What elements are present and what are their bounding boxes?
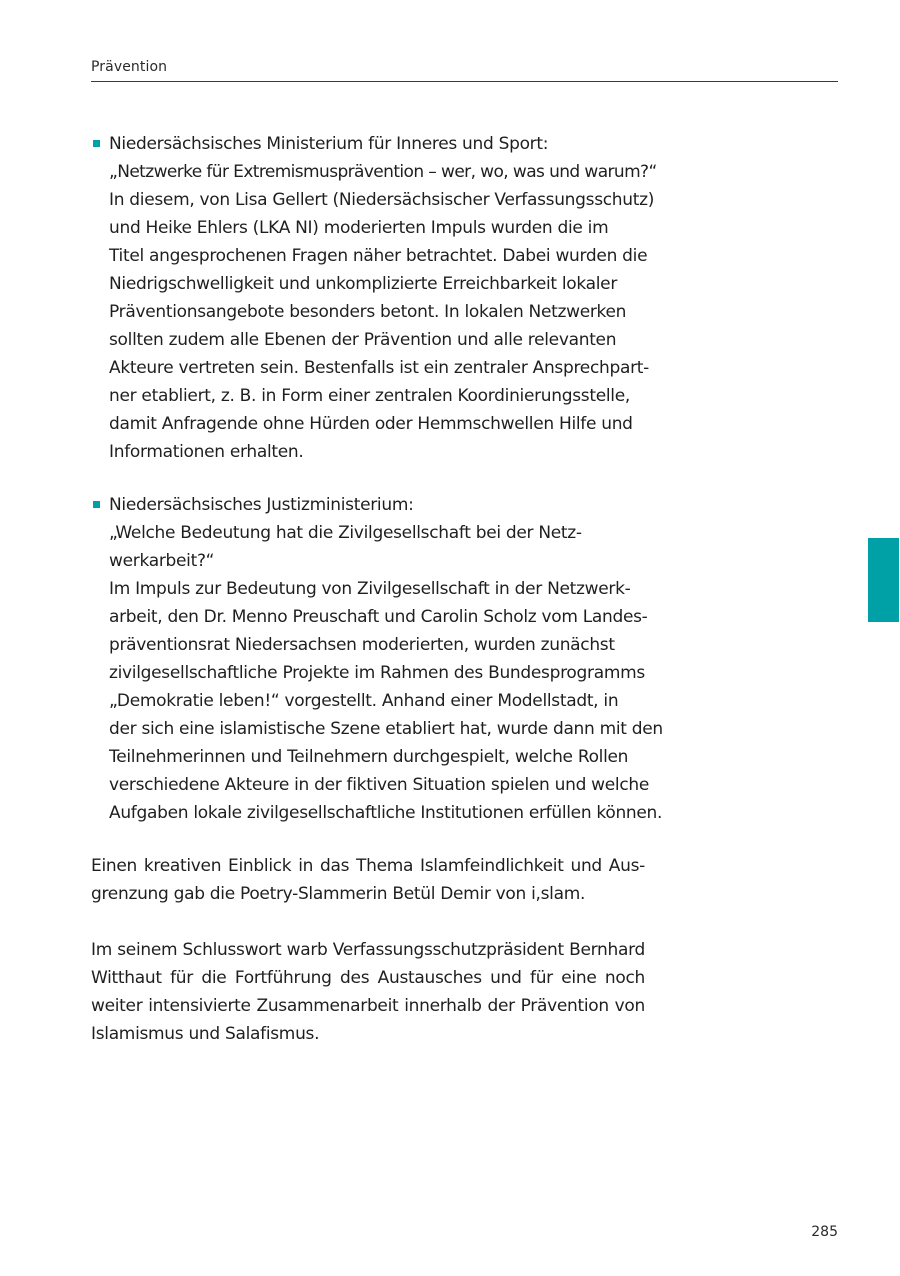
text-line: Islamismus und Salafismus. [91,1024,320,1044]
text-line: Akteure vertreten sein. Bestenfalls ist ein zentraler Ansprechpart- [109,358,649,378]
text-line: Aufgaben lokale zivilgesellschaftliche Institutionen erfüllen können. [109,803,663,823]
text-line: weiter intensivierte Zusammenarbeit innerhalb der Prävention von [91,996,645,1016]
text-line: präventionsrat Niedersachsen moderierten, wurden zunächst [109,635,615,655]
text-line: grenzung gab die Poetry-Slammerin Betül Demir von i,slam. [91,884,586,904]
text-line: ner etabliert, z. B. in Form einer zentralen Koordinierungsstelle, [109,386,630,406]
bullet-square-icon [93,140,100,147]
text-line: verschiedene Akteure in der fiktiven Situation spielen und welche [109,775,650,795]
text-line: Witthaut für die Fortführung des Austausches und für eine noch [91,968,645,988]
text-line: und Heike Ehlers (LKA NI) moderierten Impuls wurden die im [109,218,609,238]
text-line: Teilnehmerinnen und Teilnehmern durchgespielt, welche Rollen [109,747,629,767]
page-number: 285 [811,1224,838,1240]
text-line: sollten zudem alle Ebenen der Prävention und alle relevanten [109,330,617,350]
bullet-item-justice-ministry [91,491,663,827]
text-line: Im Impuls zur Bedeutung von Zivilgesellschaft in der Netzwerk- [109,579,631,599]
text-line: Präventionsangebote besonders betont. In lokalen Netzwerken [109,302,627,322]
text-line: Im seinem Schlusswort warb Verfassungsschutzpräsident Bernhard [91,940,645,960]
bullet-item-interior-ministry [91,130,657,466]
paragraph-closing-remarks [91,936,651,1048]
header-divider [91,81,838,82]
text-line: „Demokratie leben!“ vorgestellt. Anhand einer Modellstadt, in [109,691,619,711]
bullet-square-icon [93,501,100,508]
text-line: Informationen erhalten. [109,442,304,462]
text-line: arbeit, den Dr. Menno Preuschaft und Carolin Scholz vom Landes- [109,607,648,627]
text-line: Titel angesprochenen Fragen näher betrachtet. Dabei wurden die [109,246,648,266]
text-line: der sich eine islamistische Szene etabliert hat, wurde dann mit den [109,719,663,739]
text-line: In diesem, von Lisa Gellert (Niedersächsischer Verfassungsschutz) [109,190,655,210]
text-line: Niedrigschwelligkeit und unkomplizierte Erreichbarkeit lokaler [109,274,618,294]
text-line: „Welche Bedeutung hat die Zivilgesellschaft bei der Netz- [109,523,582,543]
text-line: „Netzwerke für Extremismusprävention – wer, wo, was und warum?“ [109,162,657,182]
text-line: Einen kreativen Einblick in das Thema Islamfeindlichkeit und Aus- [91,856,645,876]
running-header: Prävention [91,59,168,75]
text-line: damit Anfragende ohne Hürden oder Hemmschwellen Hilfe und [109,414,633,434]
text-line: werkarbeit?“ [109,551,215,571]
paragraph-poetry-slam [91,852,651,908]
text-line: Niedersächsisches Justizministerium: [109,495,414,515]
text-line: zivilgesellschaftliche Projekte im Rahmen des Bundesprogramms [109,663,645,683]
text-line: Niedersächsisches Ministerium für Inneres und Sport: [109,134,549,154]
chapter-tab-marker [868,538,899,622]
